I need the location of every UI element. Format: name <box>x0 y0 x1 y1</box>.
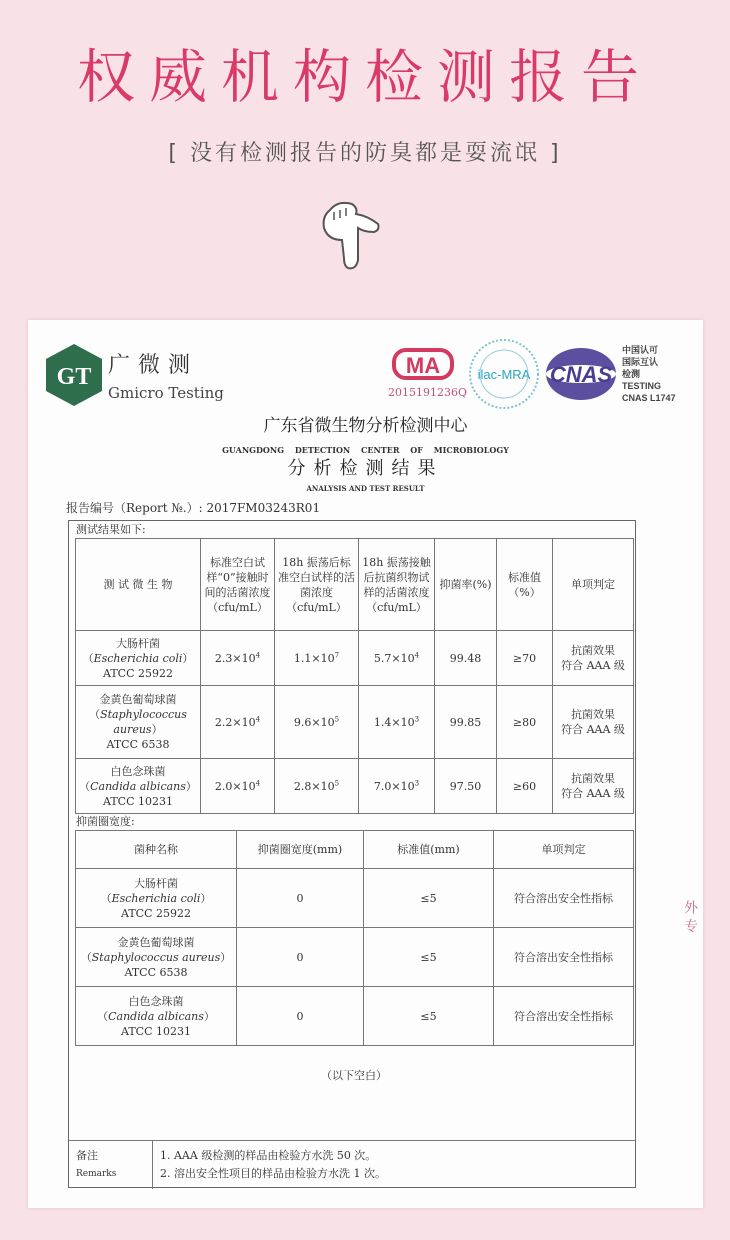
mantissa: 2.0×10 <box>214 779 256 793</box>
mantissa: 1.4×10 <box>373 715 415 729</box>
remarks-text <box>160 1147 386 1183</box>
verdict-line: 符合 AAA 级 <box>561 787 625 800</box>
remarks-label-en: Remarks <box>76 1169 117 1179</box>
organism-cell: 白色念珠菌 （Candida albicans） ATCC 10231 <box>76 759 201 814</box>
cnas-line: CNAS L1747 <box>622 393 676 403</box>
header-cell: 标准空白试样“0”接触时间的活菌浓度（cfu/mL） <box>201 539 275 631</box>
page-subtitle: [ 没有检测报告的防臭都是耍流氓 ] <box>168 141 562 166</box>
center-name-cn: 广东省微生物分析检测中心 <box>263 416 468 436</box>
organism-cell: 白色念珠菌 （Candida albicans） ATCC 10231 <box>76 987 237 1046</box>
result-title-en: ANALYSIS AND TEST RESULT <box>306 484 425 493</box>
header-cell: 标准值（%） <box>497 539 553 631</box>
zone-width-cell: 0 <box>237 987 364 1046</box>
table1-section-label: 测试结果如下: <box>76 523 146 536</box>
exponent: 5 <box>334 778 340 787</box>
organism-atcc: ATCC 10231 <box>120 1024 191 1038</box>
conc-0h-cell <box>201 759 275 814</box>
organism-cell: 金黄色葡萄球菌 （Staphylococcus aureus） ATCC 6538 <box>76 686 201 759</box>
header-cell: 18h 振荡接触后抗菌织物试样的活菌浓度（cfu/mL） <box>359 539 435 631</box>
zone-width-cell: 0 <box>237 928 364 987</box>
conc-18h-blank-cell <box>275 759 359 814</box>
organism-atcc: ATCC 10231 <box>102 794 173 808</box>
cnas-line: 中国认可 <box>622 345 659 355</box>
organism-latin: Candida albicans <box>108 1009 204 1023</box>
header-cell: 抑菌圈宽度(mm) <box>237 831 364 869</box>
organism-atcc: ATCC 6538 <box>124 965 188 979</box>
cnas-line: 检测 <box>622 369 641 379</box>
svg-text:ilac-MRA: ilac-MRA <box>477 367 531 382</box>
verdict-line: 符合 AAA 级 <box>561 723 625 736</box>
header-cell: 测 试 微 生 物 <box>76 539 201 631</box>
verdict-line: 抗菌效果 <box>571 644 615 657</box>
table-row <box>76 869 634 928</box>
standard-cell: ≤5 <box>364 987 494 1046</box>
exponent: 4 <box>255 650 261 659</box>
ilac-mra-logo <box>468 338 540 410</box>
organism-latin: Staphylococcus aureus <box>100 708 187 736</box>
mantissa: 2.2×10 <box>214 715 256 729</box>
organism-cell: 金黄色葡萄球菌 （Staphylococcus aureus） ATCC 6538 <box>76 928 237 987</box>
mantissa: 7.0×10 <box>373 779 415 793</box>
exponent: 3 <box>414 778 420 787</box>
mantissa: 2.3×10 <box>214 651 256 665</box>
verdict-cell <box>553 759 634 814</box>
standard-cell: ≤5 <box>364 869 494 928</box>
blank-below-note: （以下空白） <box>321 1069 387 1082</box>
organism-latin: Candida albicans <box>90 779 186 793</box>
header-cell: 单项判定 <box>494 831 634 869</box>
rate-cell: 97.50 <box>435 759 497 814</box>
exponent: 7 <box>334 650 340 659</box>
organism-latin: Escherichia coli <box>111 891 201 905</box>
organism-atcc: ATCC 25922 <box>102 666 173 680</box>
exponent: 4 <box>414 650 420 659</box>
exponent: 3 <box>414 714 420 723</box>
results-body <box>75 522 633 1084</box>
standard-cell: ≥70 <box>497 631 553 686</box>
svg-text:MA: MA <box>405 353 441 378</box>
organism-cn: 白色念珠菌 <box>110 764 166 778</box>
logo-chinese-name: 广微测 <box>108 353 199 378</box>
rate-cell: 99.48 <box>435 631 497 686</box>
conc-18h-blank-cell <box>275 686 359 759</box>
conc-0h-cell <box>201 631 275 686</box>
svg-text:CNAS: CNAS <box>549 362 613 387</box>
remark-line: 2. 溶出安全性项目的样品由检验方水洗 1 次。 <box>160 1167 386 1180</box>
organism-cell: 大肠杆菌 （Escherichia coli） ATCC 25922 <box>76 869 237 928</box>
table-row <box>76 987 634 1046</box>
conc-18h-fabric-cell <box>359 686 435 759</box>
organism-latin: Staphylococcus aureus <box>91 950 221 964</box>
organism-latin: Escherichia coli <box>93 651 183 665</box>
cnas-logo <box>544 346 618 402</box>
table-row <box>76 928 634 987</box>
mantissa: 9.6×10 <box>293 715 335 729</box>
verdict-cell <box>553 631 634 686</box>
report-number: 报告编号（Report №.）: 2017FM03243R01 <box>66 501 321 515</box>
table-row <box>76 759 634 814</box>
organism-cn: 大肠杆菌 <box>116 636 160 650</box>
gt-logo <box>44 342 104 408</box>
conc-0h-cell <box>201 686 275 759</box>
header-cell: 单项判定 <box>553 539 634 631</box>
organism-cn: 大肠杆菌 <box>134 876 178 890</box>
remarks-label <box>76 1147 116 1183</box>
test-report-document <box>28 320 703 1208</box>
header-cell: 18h 振荡后标准空白试样的活菌浓度（cfu/mL） <box>275 539 359 631</box>
exponent: 4 <box>255 714 261 723</box>
verdict-cell: 符合溶出安全性指标 <box>494 869 634 928</box>
standard-cell: ≤5 <box>364 928 494 987</box>
remarks-label-cn: 备注 <box>76 1149 98 1162</box>
mantissa: 5.7×10 <box>373 651 415 665</box>
table-row <box>76 686 634 759</box>
mantissa: 2.8×10 <box>293 779 335 793</box>
standard-cell: ≥60 <box>497 759 553 814</box>
cma-logo <box>392 346 454 382</box>
organism-atcc: ATCC 25922 <box>120 906 191 920</box>
center-name-en: GUANGDONG DETECTION CENTER OF MICROBIOLOGY <box>222 445 509 455</box>
page-title: 权威机构检测报告 <box>76 43 653 111</box>
header-cell: 标准值(mm) <box>364 831 494 869</box>
antibacterial-results-table <box>75 538 634 814</box>
pointing-hand-icon <box>318 198 382 274</box>
exponent: 4 <box>255 778 261 787</box>
conc-18h-blank-cell <box>275 631 359 686</box>
organism-cell: 大肠杆菌 （Escherichia coli） ATCC 25922 <box>76 631 201 686</box>
remarks-section <box>68 1140 636 1188</box>
organism-cn: 白色念珠菌 <box>128 994 184 1008</box>
cnas-accreditation-text <box>622 344 676 404</box>
table-header-row <box>76 539 634 631</box>
svg-text:GT: GT <box>56 364 92 390</box>
inhibition-zone-table <box>75 830 634 1046</box>
rate-cell: 99.85 <box>435 686 497 759</box>
standard-cell: ≥80 <box>497 686 553 759</box>
exponent: 5 <box>334 714 340 723</box>
organism-atcc: ATCC 6538 <box>106 738 170 751</box>
table2-section-label: 抑菌圈宽度: <box>76 815 135 828</box>
cnas-line: 国际互认 <box>622 357 659 367</box>
header-cell: 抑菌率(%) <box>435 539 497 631</box>
verdict-line: 抗菌效果 <box>571 708 615 721</box>
verdict-cell <box>553 686 634 759</box>
mantissa: 1.1×10 <box>293 651 335 665</box>
result-title-cn: 分析检测结果 <box>287 458 444 479</box>
conc-18h-fabric-cell <box>359 631 435 686</box>
header-cell: 菌种名称 <box>76 831 237 869</box>
cma-number: 2015191236Q <box>388 386 468 399</box>
remark-line: 1. AAA 级检测的样品由检验方水洗 50 次。 <box>160 1149 377 1162</box>
table-header-row <box>76 831 634 869</box>
organism-cn: 金黄色葡萄球菌 <box>99 693 177 706</box>
table-row <box>76 631 634 686</box>
cnas-line: TESTING <box>622 381 662 391</box>
logo-english-name: Gmicro Testing <box>108 384 224 402</box>
verdict-line: 符合 AAA 级 <box>561 659 625 672</box>
verdict-cell: 符合溶出安全性指标 <box>494 987 634 1046</box>
verdict-cell: 符合溶出安全性指标 <box>494 928 634 987</box>
divider <box>152 1141 153 1189</box>
conc-18h-fabric-cell <box>359 759 435 814</box>
organism-cn: 金黄色葡萄球菌 <box>117 935 195 949</box>
zone-width-cell: 0 <box>237 869 364 928</box>
verdict-line: 抗菌效果 <box>571 772 615 785</box>
red-seal-stamp: 外 专 <box>682 900 698 933</box>
